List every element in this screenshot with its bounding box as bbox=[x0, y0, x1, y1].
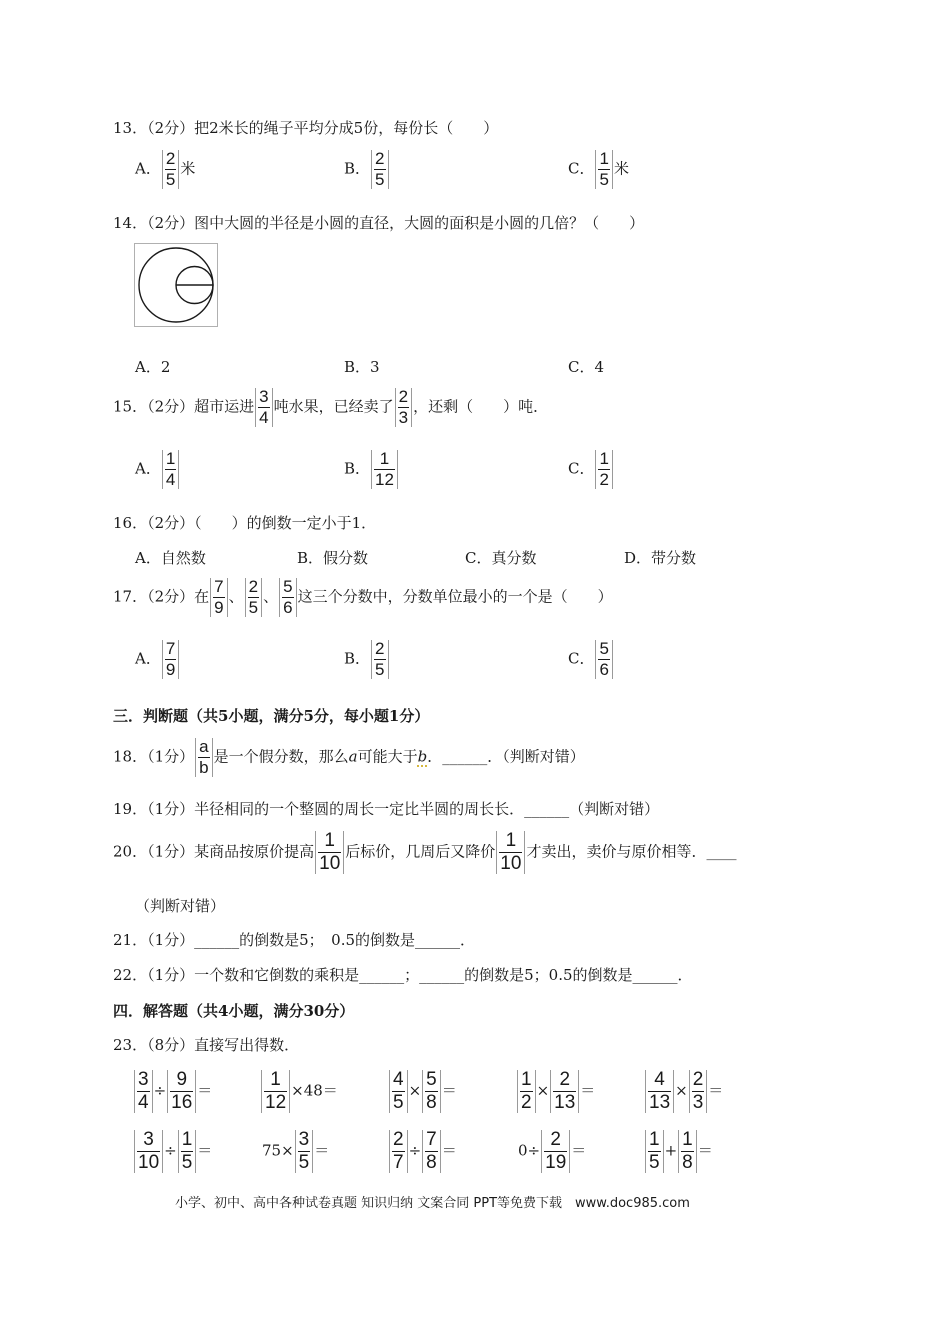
fraction: $\frac{1}{10}$ bbox=[315, 831, 344, 874]
q17-option-a[interactable]: A． $\frac{7}{9}$ bbox=[135, 640, 180, 679]
fraction: $\frac{2}{3}$ bbox=[395, 388, 412, 427]
question-15: 15．（2分）超市运进 $\frac{3}{4}$ 吨水果，已经卖了 $\frac{2}{3}$ ，还剩（ ）吨． bbox=[113, 387, 549, 427]
fraction: $\frac{1}{10}$ bbox=[496, 831, 525, 874]
question-14: 14．（2分）图中大圆的半径是小圆的直径，大圆的面积是小圆的几倍？（ ） bbox=[113, 214, 645, 232]
fraction: $\frac{a}{b}$ bbox=[195, 738, 212, 777]
q17-option-b[interactable]: B． $\frac{2}{5}$ bbox=[344, 640, 390, 679]
question-23: 23．（8分）直接写出得数． bbox=[113, 1036, 300, 1054]
q13-option-a[interactable] bbox=[135, 150, 195, 189]
fraction: $\frac{2}{5}$ bbox=[245, 578, 262, 617]
question-13: 13．（2分）把2米长的绳子平均分成5份，每份长（ ） bbox=[113, 119, 499, 137]
q16-option-a[interactable]: A．自然数 bbox=[135, 549, 206, 567]
q16-option-b[interactable]: B．假分数 bbox=[297, 549, 369, 567]
question-20: 20．（1分）某商品按原价提高 $\frac{1}{10}$ 后标价，几周后又降价 $\frac{1}{10}$ 才卖出，卖价与原价相等．____ bbox=[113, 830, 737, 874]
option-label: B． bbox=[344, 159, 371, 178]
q15-option-c[interactable]: C． $\frac{1}{2}$ bbox=[568, 450, 614, 489]
fraction: $\frac{1}{4}$ bbox=[162, 450, 179, 489]
calc-r2c4: 0÷ $\frac{2}{19}$ ＝ bbox=[518, 1129, 587, 1173]
option-label: A． bbox=[135, 159, 161, 178]
circles-figure bbox=[134, 243, 218, 327]
fraction: $\frac{1}{2}$ bbox=[595, 450, 612, 489]
section-heading-4: 四．解答题（共4小题，满分30分） bbox=[113, 1002, 355, 1020]
question-19: 19．（1分）半径相同的一个整圆的周长一定比半圆的周长长．______（判断对错） bbox=[113, 800, 660, 818]
fraction: $\frac{5}{6}$ bbox=[279, 578, 296, 617]
unit: 米 bbox=[613, 159, 629, 178]
q15-option-b[interactable]: B． $\frac{1}{12}$ bbox=[344, 450, 399, 489]
fraction: $\frac{1}{5}$ bbox=[595, 150, 612, 189]
question-22: 22．（1分）一个数和它倒数的乘积是______；______的倒数是5；0.5的倒数是______． bbox=[113, 966, 693, 984]
footer-text: 小学、初中、高中各种试卷真题 知识归纳 文案合同 PPT等免费下载 www.doc985.com bbox=[175, 1196, 690, 1211]
fraction: $\frac{7}{9}$ bbox=[162, 640, 179, 679]
q14-option-c[interactable]: C．4 bbox=[568, 358, 605, 376]
q15-option-a[interactable]: A． $\frac{1}{4}$ bbox=[135, 450, 180, 489]
calc-r2c1: $\frac{3}{10}$ ÷ $\frac{1}{5}$ ＝ bbox=[133, 1130, 212, 1173]
calc-r1c3: $\frac{4}{5}$ × $\frac{5}{8}$ ＝ bbox=[388, 1070, 457, 1113]
q16-option-d[interactable]: D．带分数 bbox=[624, 549, 697, 567]
question-20-suffix: （判断对错） bbox=[135, 897, 226, 915]
q13-option-c[interactable] bbox=[568, 150, 629, 189]
question-21: 21．（1分）______的倒数是5； 0.5的倒数是______． bbox=[113, 931, 476, 949]
q13-option-b[interactable] bbox=[344, 150, 390, 189]
q14-option-b[interactable]: B．3 bbox=[344, 358, 380, 376]
question-17: 17．（2分）在 $\frac{7}{9}$ 、 $\frac{2}{5}$ 、 $\frac{5}{6}$ 这三个分数中，分数单位最小的一个是（ ） bbox=[113, 577, 613, 617]
fraction: $\frac{3}{4}$ bbox=[255, 388, 272, 427]
q17-option-c[interactable]: C． $\frac{5}{6}$ bbox=[568, 640, 614, 679]
question-18: 18．（1分） $\frac{a}{b}$ 是一个假分数，那么a可能大于b．______．（判断对错） bbox=[113, 737, 585, 777]
calc-r2c2: 75× $\frac{3}{5}$ ＝ bbox=[262, 1129, 330, 1173]
calc-r1c4: $\frac{1}{2}$ × $\frac{2}{13}$ ＝ bbox=[516, 1070, 595, 1113]
calc-r1c2: $\frac{1}{12}$ ×48＝ bbox=[260, 1070, 338, 1113]
circles-diagram bbox=[135, 244, 217, 326]
calc-r1c1: $\frac{3}{4}$ ÷ $\frac{9}{16}$ ＝ bbox=[133, 1070, 212, 1113]
calc-r2c5: $\frac{1}{5}$ + $\frac{1}{8}$ ＝ bbox=[644, 1130, 713, 1173]
q14-option-a[interactable]: A．2 bbox=[135, 358, 171, 376]
q16-option-c[interactable]: C．真分数 bbox=[465, 549, 537, 567]
question-16: 16．（2分）（ ）的倒数一定小于1． bbox=[113, 514, 377, 532]
fraction: $\frac{1}{12}$ bbox=[371, 450, 398, 489]
calc-r2c3: $\frac{2}{7}$ ÷ $\frac{7}{8}$ ＝ bbox=[388, 1130, 457, 1173]
calc-r1c5: $\frac{4}{13}$ × $\frac{2}{3}$ ＝ bbox=[644, 1070, 723, 1113]
fraction: $\frac{2}{5}$ bbox=[371, 640, 388, 679]
fraction: $\frac{5}{6}$ bbox=[595, 640, 612, 679]
fraction: $\frac{2}{5}$ bbox=[371, 150, 388, 189]
option-label: C． bbox=[568, 159, 595, 178]
section-heading-3: 三．判断题（共5小题，满分5分，每小题1分） bbox=[113, 707, 430, 725]
fraction: $\frac{7}{9}$ bbox=[210, 578, 227, 617]
fraction: $\frac{2}{5}$ bbox=[162, 150, 179, 189]
unit: 米 bbox=[180, 159, 196, 178]
